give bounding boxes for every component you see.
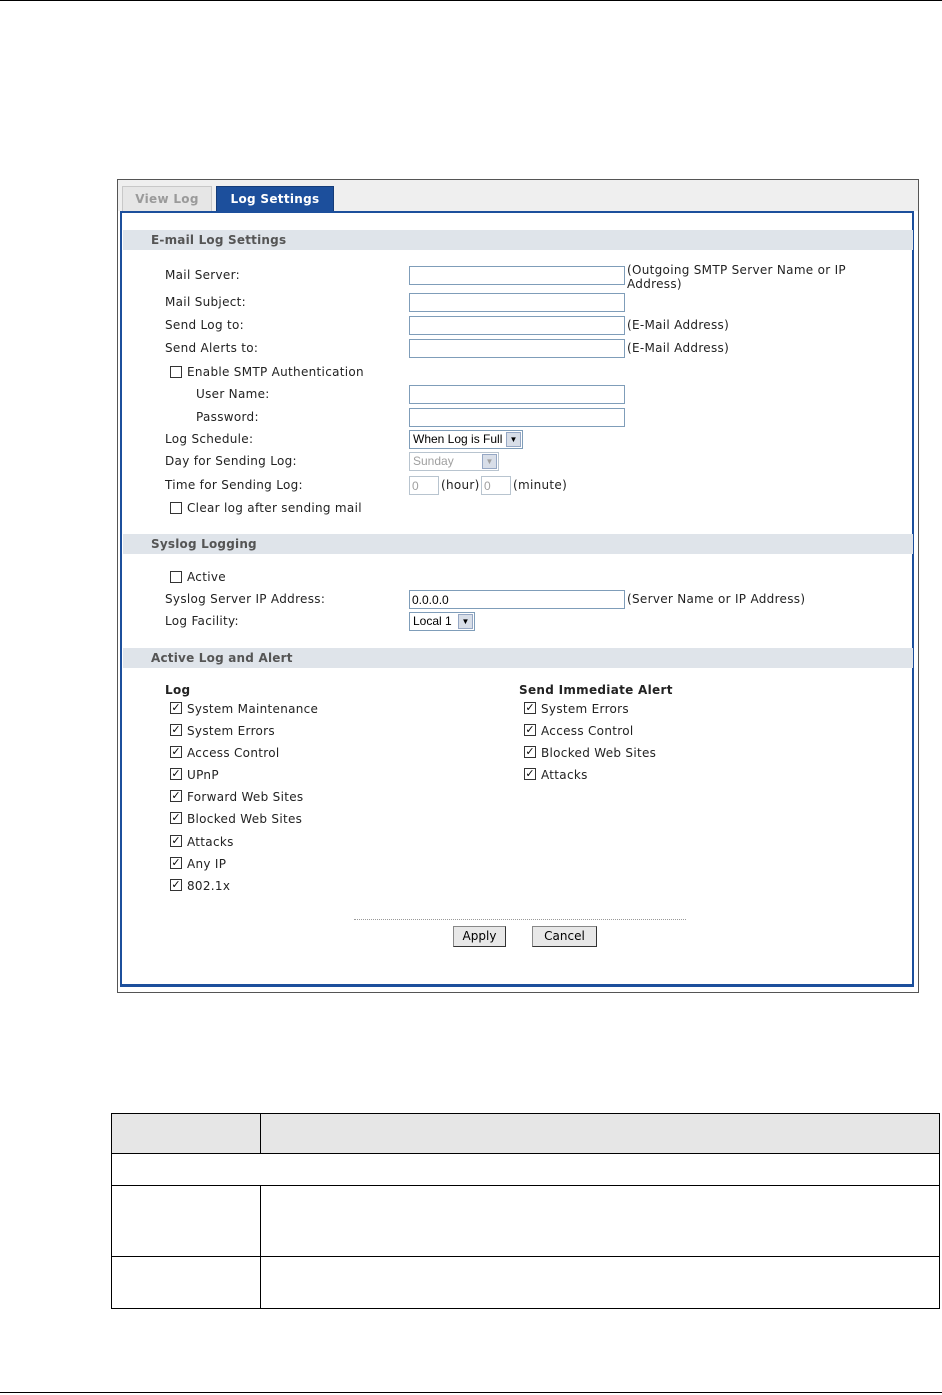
log-system-errors-label: System Errors [187,724,275,738]
log-8021x-checkbox[interactable]: ✓ [171,878,181,891]
send-log-to-input[interactable] [409,316,625,335]
alert-system-errors-label: System Errors [541,702,629,716]
minute-unit: (minute) [513,478,568,492]
smtp-auth-checkbox[interactable] [170,366,182,378]
mail-subject-input[interactable] [409,293,625,312]
send-log-to-hint: (E-Mail Address) [627,318,730,332]
hour-input[interactable] [409,476,439,495]
log-facility-value: Local 1 [413,614,452,628]
table-row [112,1257,261,1309]
send-alerts-to-input[interactable] [409,339,625,358]
bottom-rule [0,1392,942,1393]
send-alerts-to-hint: (E-Mail Address) [627,341,730,355]
alert-access-control-label: Access Control [541,724,634,738]
user-name-input[interactable] [409,385,625,404]
clear-log-label: Clear log after sending mail [187,501,362,515]
syslog-server-input[interactable] [409,590,625,609]
description-table [111,1113,940,1309]
log-any-ip-label: Any IP [187,857,227,871]
day-sending-value: Sunday [413,454,454,468]
log-access-control-label: Access Control [187,746,280,760]
cancel-button[interactable]: Cancel [532,926,597,947]
log-facility-label: Log Facility: [165,614,239,628]
log-access-control-checkbox[interactable]: ✓ [171,745,181,758]
section-email-log-settings: E-mail Log Settings [123,230,913,250]
table-section-row [112,1154,940,1186]
chevron-down-icon: ▼ [482,454,497,469]
log-settings-window [117,179,919,993]
log-attacks-checkbox[interactable]: ✓ [171,834,181,847]
table-row [112,1186,261,1257]
log-upnp-checkbox[interactable]: ✓ [171,767,181,780]
hour-unit: (hour) [441,478,480,492]
log-schedule-label: Log Schedule: [165,432,254,446]
password-input[interactable] [409,408,625,427]
alert-blocked-web-sites-label: Blocked Web Sites [541,746,657,760]
section-active-log-alert: Active Log and Alert [123,648,913,668]
mail-subject-label: Mail Subject: [165,295,246,309]
log-blocked-web-sites-checkbox[interactable]: ✓ [171,811,181,824]
alert-blocked-web-sites-checkbox[interactable]: ✓ [525,745,535,758]
log-any-ip-checkbox[interactable]: ✓ [171,856,181,869]
table-row [261,1257,940,1309]
button-divider [354,919,686,920]
log-upnp-label: UPnP [187,768,219,782]
log-8021x-label: 802.1x [187,879,231,893]
log-blocked-web-sites-label: Blocked Web Sites [187,812,303,826]
time-sending-label: Time for Sending Log: [165,478,303,492]
table-header-cell [261,1114,940,1154]
minute-input[interactable] [481,476,511,495]
syslog-active-label: Active [187,570,226,584]
clear-log-checkbox[interactable] [170,502,182,514]
chevron-down-icon: ▼ [458,614,473,629]
log-forward-web-sites-label: Forward Web Sites [187,790,304,804]
settings-panel [120,211,914,987]
table-row [261,1186,940,1257]
password-label: Password: [196,410,259,424]
mail-server-input[interactable] [409,266,625,285]
chevron-down-icon: ▼ [506,432,521,447]
syslog-active-checkbox[interactable] [170,571,182,583]
table-header-cell [112,1114,261,1154]
mail-server-label: Mail Server: [165,268,240,282]
syslog-server-label: Syslog Server IP Address: [165,592,326,606]
log-system-maintenance-checkbox[interactable]: ✓ [171,701,181,714]
tab-bar [118,180,918,211]
alert-system-errors-checkbox[interactable]: ✓ [525,701,535,714]
log-attacks-label: Attacks [187,835,234,849]
alert-attacks-label: Attacks [541,768,588,782]
send-log-to-label: Send Log to: [165,318,244,332]
syslog-server-hint: (Server Name or IP Address) [627,592,806,606]
send-alerts-to-label: Send Alerts to: [165,341,259,355]
apply-button[interactable]: Apply [453,926,506,947]
day-sending-select[interactable] [409,452,499,471]
day-sending-label: Day for Sending Log: [165,454,297,468]
tab-log-settings[interactable]: Log Settings [216,186,334,211]
top-rule [0,0,942,1]
mail-server-hint: (Outgoing SMTP Server Name or IP Address) [627,263,846,291]
log-system-maintenance-label: System Maintenance [187,702,319,716]
alert-attacks-checkbox[interactable]: ✓ [525,767,535,780]
smtp-auth-label: Enable SMTP Authentication [187,365,364,379]
log-schedule-value: When Log is Full [413,432,503,446]
log-forward-web-sites-checkbox[interactable]: ✓ [171,789,181,802]
log-column-heading: Log [165,683,191,697]
tab-view-log[interactable]: View Log [122,186,212,211]
log-system-errors-checkbox[interactable]: ✓ [171,723,181,736]
alert-access-control-checkbox[interactable]: ✓ [525,723,535,736]
section-syslog-logging: Syslog Logging [123,534,913,554]
log-facility-select[interactable] [409,612,475,631]
log-schedule-select[interactable] [409,430,523,449]
user-name-label: User Name: [196,387,270,401]
alert-column-heading: Send Immediate Alert [519,683,673,697]
